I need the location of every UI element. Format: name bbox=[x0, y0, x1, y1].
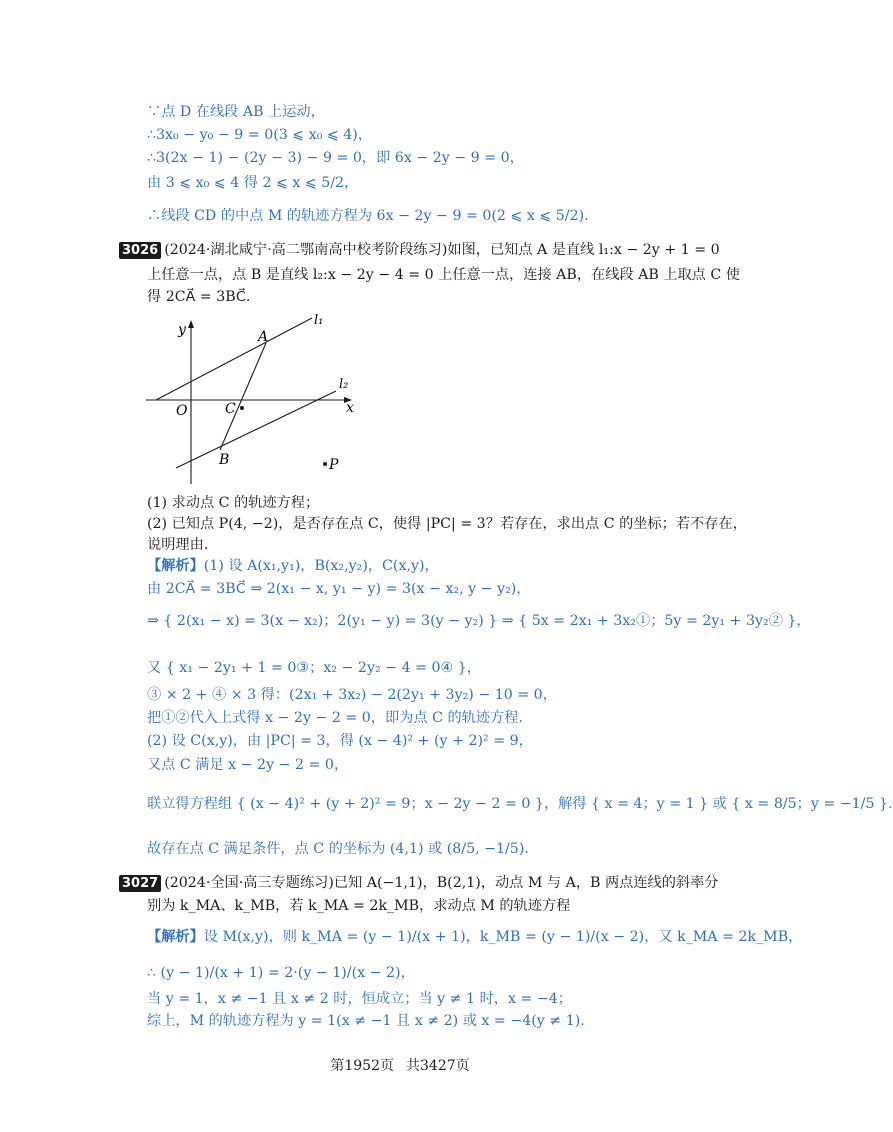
label-A: A bbox=[258, 329, 269, 345]
label-l2: l₂ bbox=[339, 377, 349, 392]
analysis-tag: 【解析】 bbox=[147, 929, 204, 945]
solution-3026-line-5: ③ × 2 + ④ × 3 得：(2x₁ + 3x₂) − 2(2y₁ + 3y₂) − 10 = 0， bbox=[147, 687, 557, 703]
solution-3026-line-3: ⇒ { 2(x₁ − x) = 3(x − x₂)；2(y₁ − y) = 3(y − y₂) } ⇒ { 5x = 2x₁ + 3x₂①；5y = 2y₁ + 3y₂② }， bbox=[147, 613, 811, 629]
prev-solution-line-3: ∴3(2x − 1) − (2y − 3) − 9 = 0，即 6x − 2y − 9 = 0， bbox=[147, 150, 524, 166]
page-number: 第1952页 bbox=[330, 1058, 394, 1074]
label-y: y bbox=[178, 322, 186, 338]
label-x: x bbox=[346, 400, 354, 416]
solution-3027-line-1 bbox=[147, 928, 802, 946]
y-axis-arrow bbox=[188, 320, 194, 328]
analysis-tag: 【解析】 bbox=[147, 558, 204, 574]
solution-3026-line-7: (2) 设 C(x,y)，由 |PC| = 3，得 (x − 4)² + (y + 2)² = 9， bbox=[147, 733, 533, 749]
label-B: B bbox=[219, 452, 230, 468]
solution-3026-line-4: 又 { x₁ − 2y₁ + 1 = 0③；x₂ − 2y₂ − 4 = 0④ }， bbox=[147, 660, 481, 676]
question-3027-stem-line-1: 已知 A(−1,1)，B(2,1)，动点 M 与 A，B 两点连线的斜率分 bbox=[333, 875, 719, 891]
point-P bbox=[323, 462, 327, 466]
solution-3027-line-4: 综上，M 的轨迹方程为 y = 1(x ≠ −1 且 x ≠ 2) 或 x = −4(y ≠ 1). bbox=[147, 1013, 585, 1029]
label-C: C bbox=[225, 401, 236, 417]
solution-3026-line-6: 把①②代入上式得 x − 2y − 2 = 0，即为点 C 的轨迹方程. bbox=[147, 710, 523, 726]
line-l2 bbox=[176, 391, 336, 468]
question-stem-line-3: 得 2CA⃗ = 3BC⃗. bbox=[147, 289, 251, 305]
solution-3027-line-3: 当 y = 1，x ≠ −1 且 x ≠ 2 时，恒成立；当 y ≠ 1 时，x = −4； bbox=[147, 991, 572, 1007]
prev-solution-line-1: ∵点 D 在线段 AB 上运动， bbox=[147, 104, 325, 120]
question-number-badge: 3027 bbox=[119, 875, 161, 892]
question-part-2: (2) 已知点 P(4, −2)，是否存在点 C，使得 |PC| = 3？若存在，求出点 C 的坐标；若不存在， bbox=[147, 516, 747, 532]
prev-solution-line-4: 由 3 ⩽ x₀ ⩽ 4 得 2 ⩽ x ⩽ 5/2， bbox=[147, 175, 359, 191]
page-footer bbox=[0, 1055, 800, 1075]
question-part-1: (1) 求动点 C 的轨迹方程； bbox=[147, 495, 320, 511]
label-P: P bbox=[329, 457, 339, 473]
solution-3026-line-10: 故存在点 C 满足条件，点 C 的坐标为 (4,1) 或 (8/5, −1/5). bbox=[147, 841, 529, 857]
prev-solution-line-2: ∴3x₀ − y₀ − 9 = 0(3 ⩽ x₀ ⩽ 4)， bbox=[147, 127, 373, 143]
question-part-2-cont: 说明理由. bbox=[147, 537, 209, 553]
question-source: (2024·湖北咸宁·高二鄂南高中校考阶段练习) bbox=[164, 242, 448, 258]
question-stem-line-2: 上任意一点，点 B 是直线 l₂:x − 2y − 4 = 0 上任意一点，连接 AB，在线段 AB 上取点 C 使 bbox=[147, 267, 740, 283]
solution-3026-line-1 bbox=[147, 557, 439, 575]
label-l1: l₁ bbox=[314, 313, 324, 328]
solution-3027-line-2: ∴ (y − 1)/(x + 1) = 2·(y − 1)/(x − 2)， bbox=[147, 965, 415, 981]
question-number-badge: 3026 bbox=[119, 242, 161, 259]
label-O: O bbox=[176, 403, 188, 419]
solution-3026-line-8: 又点 C 满足 x − 2y − 2 = 0， bbox=[147, 757, 349, 773]
page-total: 共3427页 bbox=[406, 1058, 470, 1074]
prev-solution-line-5: ∴线段 CD 的中点 M 的轨迹方程为 6x − 2y − 9 = 0(2 ⩽ x ⩽ 5/2). bbox=[147, 208, 589, 224]
question-3027-header bbox=[119, 874, 718, 892]
question-stem-line-1: 如图，已知点 A 是直线 l₁:x − 2y + 1 = 0 bbox=[447, 242, 720, 258]
question-3026-header bbox=[119, 241, 720, 259]
solution-3027-text-1: 设 M(x,y)，则 k_MA = (y − 1)/(x + 1)，k_MB = (y − 1)/(x − 2)，又 k_MA = 2k_MB， bbox=[203, 929, 803, 945]
geometry-figure bbox=[140, 312, 376, 488]
question-source: (2024·全国·高三专题练习) bbox=[164, 875, 334, 891]
solution-3026-text-1: (1) 设 A(x₁,y₁)，B(x₂,y₂)，C(x,y)， bbox=[203, 558, 439, 574]
solution-3026-line-2: 由 2CA⃗ = 3BC⃗ ⇒ 2(x₁ − x, y₁ − y) = 3(x − x₂, y − y₂)， bbox=[147, 581, 531, 597]
point-C bbox=[240, 406, 244, 410]
solution-3026-line-9: 联立得方程组 { (x − 4)² + (y + 2)² = 9；x − 2y − 2 = 0 }，解得 { x = 4；y = 1 } 或 { x = 8/5；y = −1/5 }. bbox=[147, 796, 893, 812]
segment-AB bbox=[220, 343, 266, 450]
question-3027-stem-line-2: 别为 k_MA、k_MB，若 k_MA = 2k_MB，求动点 M 的轨迹方程 bbox=[147, 898, 571, 914]
